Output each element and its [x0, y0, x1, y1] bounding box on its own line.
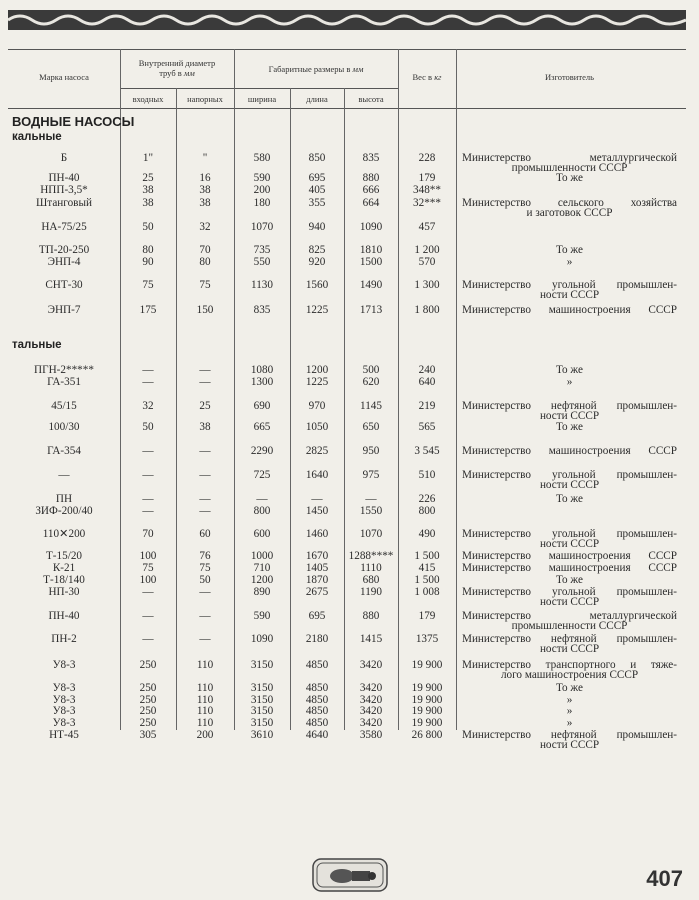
cell-inlet: —: [142, 610, 154, 622]
cell-maker: [462, 470, 677, 490]
cell-inlet: 100: [139, 550, 157, 562]
cell-width: 835: [253, 304, 271, 316]
cell-pressure: 110: [196, 682, 214, 694]
cell-width: 3610: [250, 729, 274, 741]
header-pressure: напорных: [187, 94, 223, 104]
cell-weight: 32***: [413, 197, 441, 209]
header-dimensions: Габаритные размеры в мм: [268, 64, 364, 74]
cell-pressure: 16: [199, 172, 211, 184]
cell-width: 1090: [250, 633, 274, 645]
emblem-icon: [312, 858, 388, 892]
maker-line: То же: [556, 364, 583, 376]
cell-weight: 1 800: [414, 304, 440, 316]
cell-name: 45/15: [51, 400, 77, 412]
maker-line: промышленности СССР: [511, 162, 628, 174]
cell-width: 600: [253, 528, 271, 540]
cell-width: —: [256, 493, 268, 505]
cell-name: У8-3: [52, 682, 76, 694]
cell-pressure: 38: [199, 184, 211, 196]
cell-weight: 800: [418, 505, 436, 517]
cell-weight: 179: [418, 610, 436, 622]
maker-line: ности СССР: [539, 739, 600, 751]
cell-maker: [462, 551, 677, 561]
cell-length: 1460: [305, 528, 329, 540]
maker-line: ности СССР: [539, 289, 600, 301]
maker-line: То же: [556, 172, 583, 184]
cell-inlet: 305: [139, 729, 157, 741]
cell-length: 1640: [305, 469, 329, 481]
maker-line: Министерство металлургической: [462, 152, 677, 164]
cell-weight: 490: [418, 528, 436, 540]
cell-width: 3150: [250, 705, 274, 717]
cell-width: 1070: [250, 221, 274, 233]
cell-width: 590: [253, 172, 271, 184]
cell-width: 1130: [251, 279, 273, 291]
cell-name: ПН-40: [48, 172, 80, 184]
maker-line: ности СССР: [539, 538, 600, 550]
cell-inlet: 38: [142, 184, 154, 196]
cell-pressure: —: [199, 445, 211, 457]
cell-inlet: 250: [139, 705, 157, 717]
cell-height: 3420: [359, 717, 383, 729]
cell-maker: [462, 660, 677, 680]
cell-maker: [462, 494, 677, 504]
cell-weight: 19 900: [411, 694, 443, 706]
cell-maker: [462, 730, 677, 750]
cell-pressure: 32: [199, 221, 211, 233]
cell-weight: 1 200: [414, 244, 440, 256]
header-pump: Марка насоса: [39, 72, 89, 82]
cell-maker: [462, 563, 677, 573]
cell-length: 1050: [305, 421, 329, 433]
header-top-rule: [8, 49, 686, 50]
cell-height: —: [365, 493, 377, 505]
cell-pressure: 50: [199, 574, 211, 586]
cell-weight: 1 500: [414, 550, 440, 562]
cell-pressure: 110: [196, 717, 214, 729]
cell-inlet: —: [142, 586, 154, 598]
cell-height: 835: [362, 152, 380, 164]
cell-length: 4850: [305, 705, 329, 717]
cell-maker: [462, 529, 677, 549]
maker-line: ности СССР: [539, 643, 600, 655]
cell-length: 4850: [305, 659, 329, 671]
cell-height: 1110: [360, 562, 382, 574]
cell-height: 620: [362, 376, 380, 388]
cell-length: 4850: [305, 682, 329, 694]
cell-inlet: 100: [139, 574, 157, 586]
cell-height: 1490: [359, 279, 383, 291]
cell-length: 4850: [305, 717, 329, 729]
cell-name: Т-15/20: [45, 550, 83, 562]
cell-name: ГА-351: [47, 376, 81, 388]
cell-inlet: 38: [142, 197, 154, 209]
cell-inlet: 90: [142, 256, 154, 268]
cell-height: 880: [362, 172, 380, 184]
cell-weight: 19 900: [411, 705, 443, 717]
cell-inlet: 75: [142, 279, 154, 291]
cell-height: 500: [362, 364, 380, 376]
maker-line: »: [566, 705, 573, 717]
cell-name: ГА-354: [47, 445, 81, 457]
cell-name: —: [58, 469, 70, 481]
cell-length: 2825: [305, 445, 329, 457]
cell-pressure: 70: [199, 244, 211, 256]
cell-weight: 228: [418, 152, 436, 164]
col-sep: [234, 49, 235, 730]
cell-width: 550: [253, 256, 271, 268]
cell-width: 1080: [250, 364, 274, 376]
cell-length: 825: [308, 244, 326, 256]
cell-weight: 1375: [415, 633, 439, 645]
cell-inlet: 175: [139, 304, 157, 316]
cell-width: 3150: [250, 694, 274, 706]
cell-height: 3420: [359, 682, 383, 694]
cell-width: 710: [253, 562, 271, 574]
cell-inlet: 250: [139, 694, 157, 706]
cell-pressure: 60: [199, 528, 211, 540]
cell-inlet: —: [142, 633, 154, 645]
cell-height: 3420: [359, 659, 383, 671]
maker-line: Министерство транспортного и тяже-: [462, 659, 677, 671]
maker-line: Министерство нефтяной промышлен-: [462, 633, 677, 645]
cell-maker: [462, 587, 677, 607]
cell-inlet: 75: [142, 562, 154, 574]
cell-pressure: —: [199, 633, 211, 645]
cell-width: 890: [253, 586, 271, 598]
cell-maker: [462, 611, 677, 631]
cell-weight: 19 900: [411, 717, 443, 729]
maker-line: ности СССР: [539, 596, 600, 608]
cell-length: 970: [308, 400, 326, 412]
maker-line: Министерство нефтяной промышлен-: [462, 729, 677, 741]
cell-weight: 510: [418, 469, 436, 481]
maker-line: »: [566, 256, 573, 268]
cell-inlet: 25: [142, 172, 154, 184]
cell-name: ЭНП-4: [47, 256, 81, 268]
cell-height: 3580: [359, 729, 383, 741]
maker-line: »: [566, 376, 573, 388]
cell-maker: [462, 634, 677, 654]
cell-width: 2290: [250, 445, 274, 457]
cell-length: 940: [308, 221, 326, 233]
cell-weight: 19 900: [411, 682, 443, 694]
header-diameter: Внутренний диаметр труб в мм: [138, 58, 216, 78]
cell-height: 880: [362, 610, 380, 622]
cell-weight: 240: [418, 364, 436, 376]
cell-maker: [462, 683, 677, 693]
cell-pressure: 150: [196, 304, 214, 316]
cell-weight: 1 300: [414, 279, 440, 291]
cell-maker: [462, 257, 677, 267]
cell-name: 110✕200: [42, 528, 86, 540]
cell-height: 3420: [359, 694, 383, 706]
maker-line: То же: [556, 244, 583, 256]
cell-weight: 570: [418, 256, 436, 268]
cell-height: 1415: [359, 633, 383, 645]
col-sep: [398, 49, 399, 730]
maker-line: То же: [556, 421, 583, 433]
maker-line: Министерство машиностроения СССР: [462, 445, 677, 457]
cell-name: НТ-45: [49, 729, 79, 741]
cell-inlet: 50: [142, 421, 154, 433]
cell-width: 3150: [250, 659, 274, 671]
header-bottom-rule: [8, 108, 686, 109]
cell-pressure: —: [199, 505, 211, 517]
cell-maker: [462, 695, 677, 705]
cell-inlet: 32: [142, 400, 154, 412]
cell-pressure: 110: [196, 694, 214, 706]
cell-name: У8-3: [52, 705, 76, 717]
maker-line: ности СССР: [539, 410, 600, 422]
cell-height: 1145: [360, 400, 382, 412]
cell-width: 665: [253, 421, 271, 433]
cell-length: 1450: [305, 505, 329, 517]
cell-height: 1288****: [348, 550, 394, 562]
cell-name: НА-75/25: [41, 221, 87, 233]
cell-pressure: 200: [196, 729, 214, 741]
subsection-1: кальные: [12, 131, 62, 143]
maker-line: Министерство металлургической: [462, 610, 677, 622]
cell-pressure: 110: [196, 659, 214, 671]
cell-weight: 26 800: [411, 729, 443, 741]
cell-height: 1190: [360, 586, 382, 598]
cell-length: 1225: [305, 376, 329, 388]
cell-width: 725: [253, 469, 271, 481]
cell-length: 4640: [305, 729, 329, 741]
cell-maker: [462, 377, 677, 387]
cell-height: 680: [362, 574, 380, 586]
cell-height: 1090: [359, 221, 383, 233]
cell-length: 1405: [305, 562, 329, 574]
cell-height: 1550: [359, 505, 383, 517]
maker-line: Министерство машиностроения СССР: [462, 550, 677, 562]
cell-width: 1000: [250, 550, 274, 562]
maker-line: То же: [556, 682, 583, 694]
cell-length: 1870: [305, 574, 329, 586]
cell-pressure: 38: [199, 197, 211, 209]
cell-pressure: 76: [199, 550, 211, 562]
cell-name: НПП-3,5*: [40, 184, 88, 196]
cell-inlet: —: [142, 364, 154, 376]
diam-sub-rule: [120, 88, 234, 89]
maker-line: Министерство машиностроения СССР: [462, 562, 677, 574]
page-number: 407: [646, 866, 683, 891]
cell-name: ПН-40: [48, 610, 80, 622]
cell-weight: 348**: [413, 184, 441, 196]
cell-name: ПН: [55, 493, 73, 505]
cell-length: 695: [308, 610, 326, 622]
cell-maker: [462, 575, 677, 585]
maker-line: »: [566, 694, 573, 706]
cell-height: 3420: [359, 705, 383, 717]
maker-line: Министерство угольной промышлен-: [462, 586, 677, 598]
cell-weight: 226: [418, 493, 436, 505]
maker-line: ности СССР: [539, 479, 600, 491]
cell-height: 666: [362, 184, 380, 196]
cell-name: ТП-20-250: [38, 244, 90, 256]
cell-height: 1713: [359, 304, 383, 316]
cell-weight: 1 500: [414, 574, 440, 586]
header-weight: Вес в кг: [412, 72, 442, 82]
cell-length: 1670: [305, 550, 329, 562]
maker-line: промышленности СССР: [511, 620, 628, 632]
cell-name: Б: [60, 152, 68, 164]
cell-width: 1300: [250, 376, 274, 388]
cell-pressure: 110: [196, 705, 214, 717]
cell-height: 1500: [359, 256, 383, 268]
col-sep: [456, 49, 457, 730]
cell-height: 650: [362, 421, 380, 433]
cell-width: 180: [253, 197, 271, 209]
maker-line: Министерство угольной промышлен-: [462, 528, 677, 540]
cell-maker: [462, 173, 677, 183]
cell-name: Штанговый: [36, 197, 92, 209]
cell-maker: [462, 706, 677, 716]
cell-inlet: 1": [142, 152, 154, 164]
maker-line: Министерство угольной промышлен-: [462, 469, 677, 481]
cell-name: СНТ-30: [45, 279, 83, 291]
cell-width: 580: [253, 152, 271, 164]
cell-width: 590: [253, 610, 271, 622]
cell-inlet: —: [142, 505, 154, 517]
cell-weight: 565: [418, 421, 436, 433]
header-height: высота: [358, 94, 384, 104]
cell-name: 100/30: [48, 421, 80, 433]
cell-maker: [462, 280, 677, 300]
cell-length: 4850: [305, 694, 329, 706]
cell-pressure: 38: [199, 421, 211, 433]
cell-width: 690: [253, 400, 271, 412]
cell-maker: [462, 305, 677, 315]
cell-length: 1200: [305, 364, 329, 376]
cell-pressure: —: [199, 376, 211, 388]
cell-length: 405: [308, 184, 326, 196]
cell-length: 2180: [305, 633, 329, 645]
cell-maker: [462, 718, 677, 728]
cell-maker: [462, 365, 677, 375]
cell-maker: [462, 198, 677, 218]
maker-line: Министерство сельского хозяйства: [462, 197, 677, 209]
cell-maker: [462, 245, 677, 255]
header-inlet: входных: [132, 94, 164, 104]
cell-inlet: 50: [142, 221, 154, 233]
cell-pressure: —: [199, 364, 211, 376]
cell-pressure: 75: [199, 279, 211, 291]
cell-name: НП-30: [48, 586, 80, 598]
cell-weight: 179: [418, 172, 436, 184]
top-ornament: [8, 10, 686, 30]
cell-length: 850: [308, 152, 326, 164]
cell-height: 950: [362, 445, 380, 457]
header-length: длина: [306, 94, 328, 104]
cell-pressure: —: [199, 610, 211, 622]
cell-width: 800: [253, 505, 271, 517]
cell-length: 355: [308, 197, 326, 209]
cell-weight: 640: [418, 376, 436, 388]
cell-name: У8-3: [52, 659, 76, 671]
cell-pressure: 75: [199, 562, 211, 574]
maker-line: То же: [556, 493, 583, 505]
cell-height: 975: [362, 469, 380, 481]
maker-line: лого машиностроения СССР: [500, 669, 639, 681]
cell-inlet: 250: [139, 659, 157, 671]
cell-maker: [462, 153, 677, 173]
cell-maker: [462, 422, 677, 432]
cell-height: 664: [362, 197, 380, 209]
cell-maker: [462, 446, 677, 456]
maker-line: То же: [556, 574, 583, 586]
cell-length: —: [311, 493, 323, 505]
cell-inlet: 250: [139, 717, 157, 729]
cell-width: 735: [253, 244, 271, 256]
maker-line: Министерство угольной промышлен-: [462, 279, 677, 291]
header-width: ширина: [247, 94, 277, 104]
cell-length: 920: [308, 256, 326, 268]
cell-width: 3150: [250, 682, 274, 694]
cell-inlet: —: [142, 376, 154, 388]
cell-name: ПГН-2*****: [34, 364, 94, 376]
cell-inlet: 70: [142, 528, 154, 540]
maker-line: и заготовок СССР: [526, 207, 613, 219]
cell-name: ЗИФ-200/40: [35, 505, 93, 517]
cell-maker: [462, 401, 677, 421]
cell-height: 1810: [359, 244, 383, 256]
subsection-2: тальные: [12, 339, 62, 351]
cell-width: 1200: [250, 574, 274, 586]
cell-weight: 415: [418, 562, 436, 574]
header-maker: Изготовитель: [545, 72, 594, 82]
cell-weight: 457: [418, 221, 436, 233]
section-title: ВОДНЫЕ НАСОСЫ: [12, 114, 135, 129]
cell-inlet: 80: [142, 244, 154, 256]
cell-name: У8-3: [52, 694, 76, 706]
cell-width: 200: [253, 184, 271, 196]
cell-height: 1070: [359, 528, 383, 540]
cell-pressure: ": [202, 152, 208, 164]
cell-name: Т-18/140: [43, 574, 85, 586]
cell-weight: 219: [418, 400, 436, 412]
cell-inlet: —: [142, 445, 154, 457]
cell-weight: 19 900: [411, 659, 443, 671]
maker-line: Министерство нефтяной промышлен-: [462, 400, 677, 412]
cell-pressure: 25: [199, 400, 211, 412]
cell-length: 1560: [305, 279, 329, 291]
cell-pressure: —: [199, 493, 211, 505]
cell-inlet: —: [142, 469, 154, 481]
maker-line: Министерство машиностроения СССР: [462, 304, 677, 316]
cell-pressure: 80: [199, 256, 211, 268]
cell-weight: 3 545: [414, 445, 440, 457]
dims-sub-rule: [234, 88, 398, 89]
maker-line: »: [566, 717, 573, 729]
cell-width: 3150: [250, 717, 274, 729]
cell-length: 695: [308, 172, 326, 184]
cell-length: 2675: [305, 586, 329, 598]
cell-pressure: —: [199, 469, 211, 481]
cell-name: ЭНП-7: [47, 304, 81, 316]
cell-name: К-21: [52, 562, 76, 574]
col-sep: [120, 49, 121, 730]
cell-inlet: —: [142, 493, 154, 505]
cell-pressure: —: [199, 586, 211, 598]
cell-name: ПН-2: [51, 633, 77, 645]
cell-inlet: 250: [139, 682, 157, 694]
cell-weight: 1 008: [414, 586, 440, 598]
cell-name: У8-3: [52, 717, 76, 729]
cell-length: 1225: [305, 304, 329, 316]
